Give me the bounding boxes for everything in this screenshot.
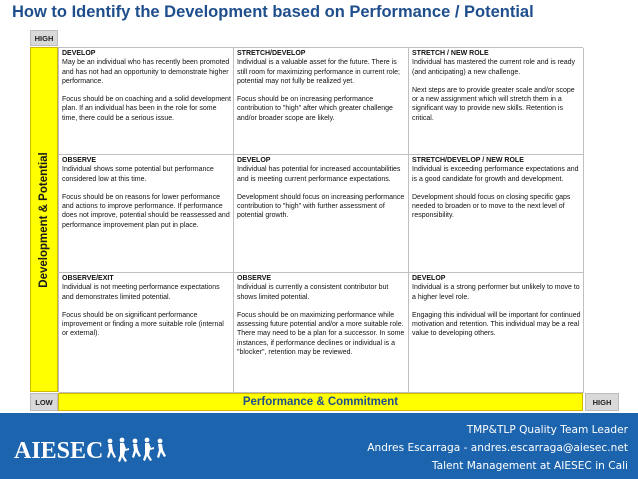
grid-cell-low-low [59, 273, 234, 393]
grid-cell-high-high [409, 48, 584, 155]
y-axis-high-label: HIGH [30, 30, 58, 46]
cell-title: OBSERVE [62, 157, 97, 164]
presenter-organization: Talent Management at AIESEC in Cali [431, 460, 628, 472]
cell-title: OBSERVE/EXIT [62, 275, 114, 282]
grid-cell-high-medium [234, 48, 409, 155]
cell-focus: Engaging this individual will be important for continued motivation and retention. This individual may be a real value to developing others. [412, 311, 581, 338]
cell-focus: Focus should be on significant performance improvement or finding a more suitable role (internal or external). [62, 311, 224, 338]
x-axis-high-label: HIGH [585, 393, 619, 411]
cell-description: Individual has potential for increased accountabilities and is meeting current performance expectations. [237, 166, 401, 183]
page-title: How to Identify the Development based on Performance / Potential [12, 3, 534, 21]
running-figures-icon [105, 437, 167, 463]
cell-title: STRETCH/DEVELOP [237, 50, 306, 57]
x-axis-label: Performance & Commitment [242, 396, 399, 408]
cell-description: Individual shows some potential but performance considered low at this time. [62, 166, 214, 183]
presenter-role: TMP&TLP Quality Team Leader [466, 424, 628, 436]
grid-cell-high-low [59, 48, 234, 155]
cell-focus: Focus should be on maximizing performance while assessing future potential and/or a more suitable role. There may need to be a plan for a successor. In some instances, if performance declines or individual is a "blocker", retention may be reviewed. [237, 311, 405, 357]
cell-title: DEVELOP [237, 157, 271, 164]
cell-description: May be an individual who has recently been promoted and has not had an opportunity to demonstrate higher performance. [62, 59, 230, 85]
aiesec-logo [14, 433, 167, 463]
y-axis-label: Development & Potential [38, 151, 50, 288]
cell-title: OBSERVE [237, 275, 272, 282]
logo-wordmark: AIESEC [14, 438, 104, 464]
grid-cell-medium-high [409, 155, 584, 273]
cell-focus: Focus should be on reasons for lower performance and actions to improve performance. If performance does not improve, potential should be reassessed and performance improvement plan put in place. [62, 193, 230, 229]
cell-title: STRETCH/DEVELOP / NEW ROLE [412, 157, 524, 164]
cell-focus: Development should focus on increasing performance contribution to "high" with further assessment of potential growth. [237, 193, 405, 220]
x-axis-bar [58, 393, 583, 411]
cell-focus: Next steps are to provide greater scale and/or scope or a new assignment which will stretch them in a significant way to provide new skills. Retention is critical. [412, 86, 575, 122]
grid-cell-low-medium [234, 273, 409, 393]
grid-cell-medium-medium [234, 155, 409, 273]
grid-cell-medium-low [59, 155, 234, 273]
footer-banner [0, 413, 638, 479]
presenter-info [367, 421, 628, 475]
cell-focus: Development should focus on closing specific gaps needed to broaden or to move to the next level of responsibility. [412, 193, 571, 220]
presenter-contact: Andres Escarraga - andres.escarraga@aiesec.net [367, 442, 628, 454]
cell-focus: Focus should be on coaching and a solid development plan. If an individual has been in the role for some time, there could be a serious issue. [62, 96, 231, 122]
cell-title: DEVELOP [62, 50, 96, 57]
x-axis-low-label: LOW [30, 393, 58, 411]
cell-description: Individual is exceeding performance expectations and is a good candidate for growth and development. [412, 166, 579, 183]
grid-cell-low-high [409, 273, 584, 393]
cell-description: Individual has mastered the current role and is ready (and anticipating) a new challenge. [412, 59, 576, 76]
cell-description: Individual is a strong performer but unlikely to move to a higher level role. [412, 284, 580, 301]
cell-description: Individual is a valuable asset for the future. There is still room for maximizing performance in current role; potential may not fully be realized yet. [237, 59, 400, 85]
cell-description: Individual is not meeting performance expectations and demonstrates limited potential. [62, 284, 220, 301]
cell-focus: Focus should be on increasing performance contribution to "high" after which greater challenge and/or broader scope are likely. [237, 96, 393, 122]
performance-potential-grid [58, 47, 583, 392]
cell-title: STRETCH / NEW ROLE [412, 50, 489, 57]
cell-description: Individual is currently a consistent contributor but shows limited potential. [237, 284, 389, 301]
cell-title: DEVELOP [412, 275, 446, 282]
y-axis-bar [30, 47, 58, 392]
